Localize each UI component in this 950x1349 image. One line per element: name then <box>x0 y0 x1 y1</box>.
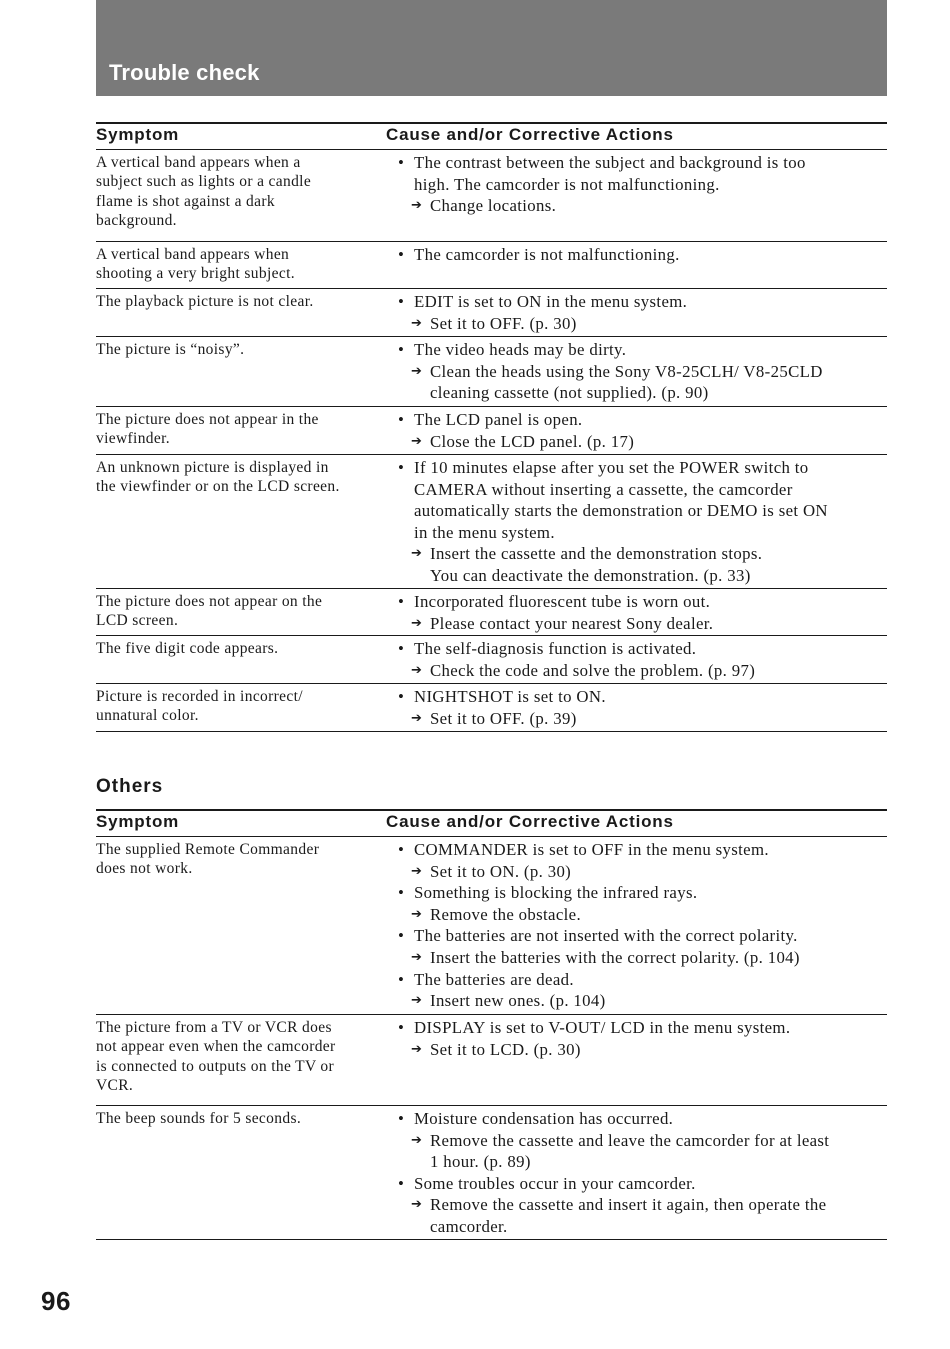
symptom-line: An unknown picture is displayed in <box>96 459 329 476</box>
symptom-line: The five digit code appears. <box>96 640 279 657</box>
cause-bullet <box>398 409 887 431</box>
others-table <box>96 809 887 1240</box>
symptom-cell <box>96 245 381 284</box>
table-row <box>96 636 887 684</box>
cause-text: high. The camcorder is not malfunctioning. <box>414 174 720 194</box>
symptom-line: A vertical band appears when a <box>96 154 301 171</box>
cause-cell <box>398 1017 887 1060</box>
table-row <box>96 407 887 455</box>
action-text: ➔ Check the code and solve the problem. (p. 97) <box>430 660 756 680</box>
cause-bullet <box>398 244 887 266</box>
symptom-line: The beep sounds for 5 seconds. <box>96 1110 302 1127</box>
action-text: camcorder. <box>430 1216 508 1236</box>
cause-text: • Moisture condensation has occurred. <box>414 1109 674 1128</box>
table-row <box>96 684 887 732</box>
symptom-cell <box>96 340 381 359</box>
symptom-line: The supplied Remote Commander <box>96 841 320 858</box>
action-text: ➔ Clean the heads using the Sony V8-25CLH/ V8-25CLD <box>430 361 823 381</box>
symptom-line: The picture does not appear in the <box>96 411 319 428</box>
cause-text: in the menu system. <box>414 522 555 542</box>
symptom-line: does not work. <box>96 860 193 878</box>
symptom-line: the viewfinder or on the LCD screen. <box>96 478 340 496</box>
table-body <box>96 150 887 732</box>
symptom-line: viewfinder. <box>96 430 171 448</box>
symptom-line: unnatural color. <box>96 707 199 725</box>
table-header <box>96 122 887 150</box>
table-row <box>96 150 887 242</box>
symptom-line: background. <box>96 211 177 229</box>
symptom-line: subject such as lights or a candle <box>96 173 312 191</box>
symptom-line: VCR. <box>96 1076 134 1094</box>
corrective-action <box>398 1130 887 1173</box>
cause-bullet <box>398 339 887 361</box>
symptom-cell <box>96 410 381 449</box>
corrective-action <box>398 431 887 453</box>
cause-cell <box>398 1108 887 1238</box>
symptom-line: The playback picture is not clear. <box>96 293 314 310</box>
symptom-line: LCD screen. <box>96 612 179 630</box>
cause-column-header: Cause and/or Corrective Actions <box>386 812 674 831</box>
table-row <box>96 455 887 589</box>
cause-cell <box>398 291 887 334</box>
corrective-action <box>398 861 887 883</box>
page-number: 96 <box>41 1286 71 1316</box>
cause-bullet <box>398 839 887 861</box>
action-text: ➔ Insert the batteries with the correct polarity. (p. 104) <box>430 947 800 967</box>
corrective-action <box>398 947 887 969</box>
cause-bullet <box>398 591 887 613</box>
cause-cell <box>398 152 887 217</box>
cause-text: • NIGHTSHOT is set to ON. <box>414 687 606 706</box>
cause-cell <box>398 686 887 729</box>
cause-text: • EDIT is set to ON in the menu system. <box>414 292 688 311</box>
cause-text: • Incorporated fluorescent tube is worn out. <box>414 592 711 611</box>
symptom-line: The picture does not appear on the <box>96 593 323 610</box>
corrective-action <box>398 195 887 217</box>
action-text: ➔ Set it to OFF. (p. 30) <box>430 313 577 333</box>
cause-column-header: Cause and/or Corrective Actions <box>386 125 674 144</box>
symptom-cell <box>96 840 381 879</box>
corrective-action <box>398 313 887 335</box>
action-text: ➔ Please contact your nearest Sony dealer. <box>430 613 714 633</box>
cause-bullet <box>398 925 887 947</box>
table-row <box>96 242 887 289</box>
symptom-cell <box>96 292 381 311</box>
cause-cell <box>398 244 887 266</box>
cause-bullet <box>398 457 887 543</box>
trouble-table <box>96 122 887 732</box>
table-row <box>96 1106 887 1240</box>
action-text: 1 hour. (p. 89) <box>430 1152 531 1172</box>
symptom-line: flame is shot against a dark <box>96 192 275 210</box>
symptom-cell <box>96 1018 381 1095</box>
table-header <box>96 809 887 837</box>
symptom-line: A vertical band appears when <box>96 246 290 263</box>
cause-text: • Something is blocking the infrared rays. <box>414 883 698 903</box>
others-heading: Others <box>96 776 164 797</box>
cause-cell <box>398 591 887 634</box>
cause-bullet <box>398 1017 887 1039</box>
corrective-action <box>398 1194 887 1237</box>
corrective-action <box>398 990 887 1012</box>
cause-bullet <box>398 152 887 195</box>
symptom-cell <box>96 639 381 658</box>
section-header-band <box>96 0 887 96</box>
cause-cell <box>398 839 887 1012</box>
symptom-line: shooting a very bright subject. <box>96 265 295 283</box>
action-text: ➔ Remove the cassette and insert it again, then operate the <box>430 1195 827 1215</box>
cause-text: • The self-diagnosis function is activated. <box>414 639 697 658</box>
table-row <box>96 337 887 407</box>
cause-text: • Some troubles occur in your camcorder. <box>414 1173 696 1193</box>
section-title: Trouble check <box>109 60 260 85</box>
action-text: ➔ Change locations. <box>430 196 557 216</box>
symptom-line: The picture from a TV or VCR does <box>96 1019 332 1036</box>
cause-bullet <box>398 1108 887 1130</box>
table-row <box>96 837 887 1015</box>
action-text: ➔ Close the LCD panel. (p. 17) <box>430 431 635 451</box>
cause-cell <box>398 339 887 404</box>
symptom-cell <box>96 592 381 631</box>
cause-text: • The batteries are dead. <box>414 969 574 989</box>
corrective-action <box>398 708 887 730</box>
symptom-cell <box>96 153 381 230</box>
table-row <box>96 1015 887 1106</box>
symptom-line: Picture is recorded in incorrect/ <box>96 688 303 705</box>
action-text: ➔ Insert the cassette and the demonstration stops. <box>430 544 763 564</box>
cause-bullet <box>398 686 887 708</box>
action-text: ➔ Set it to ON. (p. 30) <box>430 861 572 881</box>
action-text: You can deactivate the demonstration. (p. 33) <box>430 565 751 585</box>
cause-bullet <box>398 638 887 660</box>
table-body <box>96 837 887 1240</box>
symptom-column-header: Symptom <box>96 125 180 144</box>
cause-text: CAMERA without inserting a cassette, the camcorder <box>414 479 793 499</box>
corrective-action <box>398 361 887 404</box>
action-text: ➔ Remove the obstacle. <box>430 904 581 924</box>
symptom-cell <box>96 458 381 497</box>
cause-text: • The contrast between the subject and background is too <box>414 153 806 172</box>
table-row <box>96 589 887 636</box>
cause-text: • The camcorder is not malfunctioning. <box>414 245 680 264</box>
cause-bullet <box>398 882 887 904</box>
action-text: ➔ Set it to LCD. (p. 30) <box>430 1039 581 1059</box>
action-text: ➔ Insert new ones. (p. 104) <box>430 991 606 1011</box>
symptom-cell <box>96 1109 381 1128</box>
symptom-cell <box>96 687 381 726</box>
action-text: ➔ Remove the cassette and leave the camcorder for at least <box>430 1130 830 1150</box>
cause-text: • COMMANDER is set to OFF in the menu system. <box>414 840 769 859</box>
cause-bullet <box>398 291 887 313</box>
cause-text: • The video heads may be dirty. <box>414 340 627 359</box>
corrective-action <box>398 1039 887 1061</box>
corrective-action <box>398 660 887 682</box>
cause-bullet <box>398 1173 887 1195</box>
cause-text: • DISPLAY is set to V-OUT/ LCD in the menu system. <box>414 1018 791 1037</box>
cause-text: automatically starts the demonstration or DEMO is set ON <box>414 501 828 521</box>
cause-text: • The batteries are not inserted with the correct polarity. <box>414 926 798 946</box>
cause-text: • The LCD panel is open. <box>414 410 583 429</box>
cause-cell <box>398 457 887 587</box>
cause-text: • If 10 minutes elapse after you set the POWER switch to <box>414 458 809 477</box>
symptom-line: The picture is “noisy”. <box>96 341 245 358</box>
cause-bullet <box>398 969 887 991</box>
symptom-line: not appear even when the camcorder <box>96 1038 336 1056</box>
corrective-action <box>398 904 887 926</box>
action-text: cleaning cassette (not supplied). (p. 90) <box>430 383 709 403</box>
table-row <box>96 289 887 337</box>
symptom-line: is connected to outputs on the TV or <box>96 1057 335 1075</box>
symptom-column-header: Symptom <box>96 812 180 831</box>
corrective-action <box>398 543 887 586</box>
corrective-action <box>398 613 887 635</box>
action-text: ➔ Set it to OFF. (p. 39) <box>430 708 577 728</box>
cause-cell <box>398 638 887 681</box>
cause-cell <box>398 409 887 452</box>
